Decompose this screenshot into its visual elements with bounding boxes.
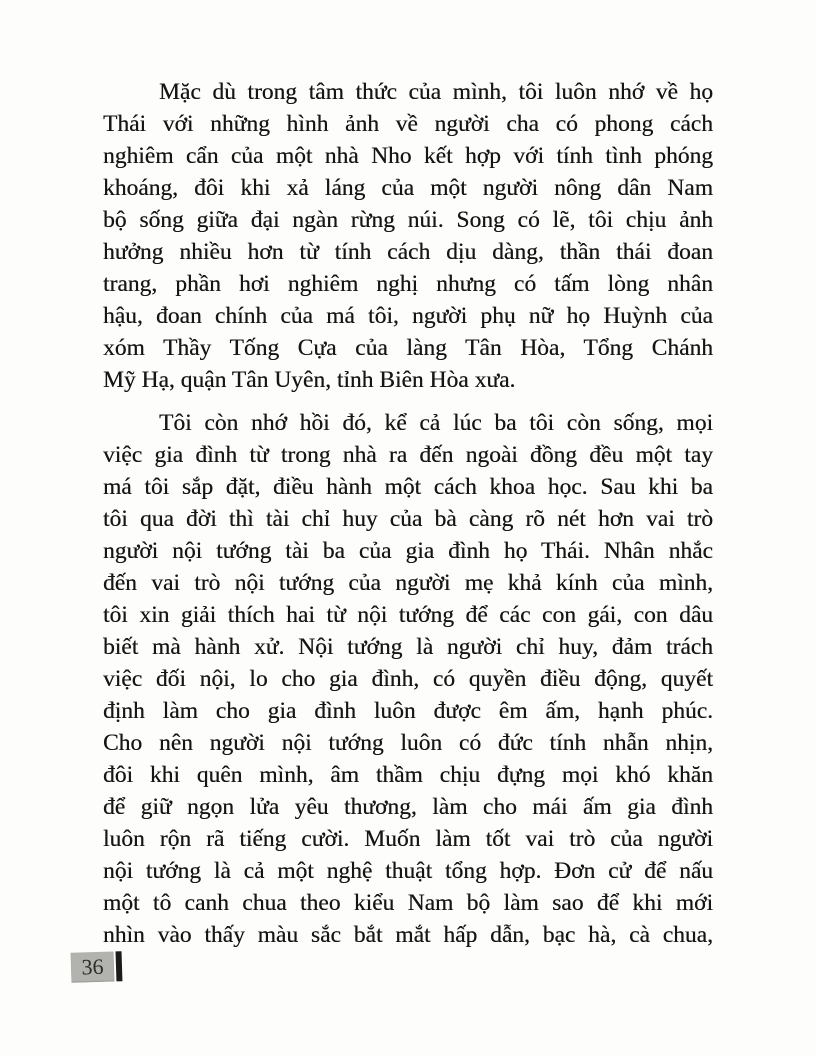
text-line: Cho nên người nội tướng luôn có đức tính nhẫn nhịn, xyxy=(103,730,713,756)
text-line: nội tướng là cả một nghệ thuật tổng hợp. Đơn cử để nấu xyxy=(103,858,713,884)
text-line: định làm cho gia đình luôn được êm ấm, hạnh phúc. xyxy=(103,698,713,724)
paragraph-2 xyxy=(103,407,713,951)
text-line: tôi qua đời thì tài chỉ huy của bà càng rõ nét hơn vai trò xyxy=(103,506,713,532)
text-line: đôi khi quên mình, âm thầm chịu đựng mọi khó khăn xyxy=(103,762,713,788)
text-line: nghiêm cẩn của một nhà Nho kết hợp với tính tình phóng xyxy=(103,143,713,169)
text-line: tôi xin giải thích hai từ nội tướng để các con gái, con dâu xyxy=(103,602,713,628)
text-line: hậu, đoan chính của má tôi, người phụ nữ họ Huỳnh của xyxy=(103,303,713,329)
text-line: để giữ ngọn lửa yêu thương, làm cho mái ấm gia đình xyxy=(103,794,713,820)
page-text xyxy=(103,76,713,951)
text-line: Mặc dù trong tâm thức của mình, tôi luôn nhớ về họ xyxy=(159,79,713,105)
binding-mark xyxy=(116,951,123,981)
text-line: má tôi sắp đặt, điều hành một cách khoa học. Sau khi ba xyxy=(103,474,713,500)
text-line: Thái với những hình ảnh về người cha có phong cách xyxy=(103,111,713,137)
text-line: xóm Thầy Tống Cựa của làng Tân Hòa, Tổng Chánh xyxy=(103,335,713,361)
text-line: trang, phần hơi nghiêm nghị nhưng có tấm lòng nhân xyxy=(103,271,713,297)
text-line: biết mà hành xử. Nội tướng là người chỉ huy, đảm trách xyxy=(103,634,713,660)
paragraph-1 xyxy=(103,76,713,396)
page-number: 36 xyxy=(71,951,115,982)
text-line: việc gia đình từ trong nhà ra đến ngoài đồng đều một tay xyxy=(103,442,713,468)
text-line: đến vai trò nội tướng của người mẹ khả kính của mình, xyxy=(103,570,713,596)
text-line: Mỹ Hạ, quận Tân Uyên, tỉnh Biên Hòa xưa. xyxy=(103,367,516,393)
page-number-box xyxy=(71,951,123,983)
text-line: một tô canh chua theo kiểu Nam bộ làm sao để khi mới xyxy=(103,890,713,916)
text-line: nhìn vào thấy màu sắc bắt mắt hấp dẫn, bạc hà, cà chua, xyxy=(103,922,713,948)
text-line: hưởng nhiều hơn từ tính cách dịu dàng, thần thái đoan xyxy=(103,239,713,265)
text-line: người nội tướng tài ba của gia đình họ Thái. Nhân nhắc xyxy=(103,538,713,564)
text-line: bộ sống giữa đại ngàn rừng núi. Song có lẽ, tôi chịu ảnh xyxy=(103,207,713,233)
text-line: khoáng, đôi khi xả láng của một người nông dân Nam xyxy=(103,175,713,201)
text-line: luôn rộn rã tiếng cười. Muốn làm tốt vai trò của người xyxy=(103,826,713,852)
text-line: Tôi còn nhớ hồi đó, kể cả lúc ba tôi còn sống, mọi xyxy=(159,410,713,436)
text-line: việc đối nội, lo cho gia đình, có quyền điều động, quyết xyxy=(103,666,713,692)
